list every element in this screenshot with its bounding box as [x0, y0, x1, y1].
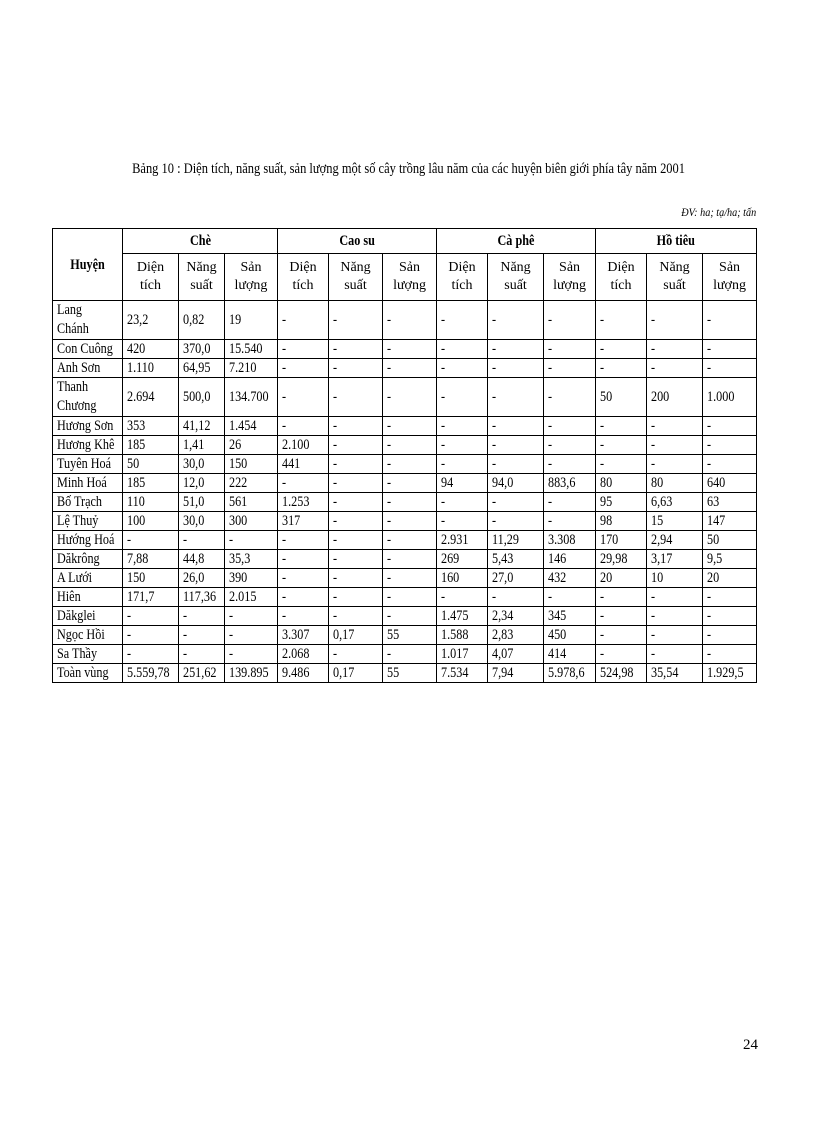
data-cell: - [488, 340, 544, 359]
district-name: Hướng Hoá [53, 531, 123, 550]
data-cell: - [329, 378, 383, 417]
data-cell: 561 [225, 493, 278, 512]
data-cell: - [383, 588, 437, 607]
data-cell: 200 [647, 378, 703, 417]
data-cell: 7,94 [488, 664, 544, 683]
data-cell: - [437, 359, 488, 378]
data-cell: 6,63 [647, 493, 703, 512]
data-cell: - [488, 417, 544, 436]
data-cell: - [329, 550, 383, 569]
data-cell: - [437, 512, 488, 531]
data-cell: 1.017 [437, 645, 488, 664]
data-cell: - [596, 455, 647, 474]
data-cell: 117,36 [179, 588, 225, 607]
data-cell: 7.210 [225, 359, 278, 378]
data-cell: - [596, 588, 647, 607]
district-name: Dăkglei [53, 607, 123, 626]
data-cell: 450 [544, 626, 596, 645]
data-cell: - [278, 359, 329, 378]
data-cell: - [383, 474, 437, 493]
data-cell: 55 [383, 626, 437, 645]
data-cell: - [437, 417, 488, 436]
data-cell: 51,0 [179, 493, 225, 512]
data-cell: 55 [383, 664, 437, 683]
data-cell: 26,0 [179, 569, 225, 588]
data-cell: - [647, 301, 703, 340]
group-header: Cà phê [437, 229, 596, 254]
sub-header: Năng suất [488, 254, 544, 301]
crop-table [52, 228, 757, 683]
data-cell: - [329, 569, 383, 588]
data-cell: - [703, 607, 757, 626]
data-cell: - [596, 626, 647, 645]
sub-header: Sản lượng [544, 254, 596, 301]
data-cell: 134.700 [225, 378, 278, 417]
data-cell: 5.559,78 [123, 664, 179, 683]
data-cell: 160 [437, 569, 488, 588]
district-name: Thanh Chương [53, 378, 123, 417]
data-cell: 2.100 [278, 436, 329, 455]
page-number: 24 [743, 1037, 758, 1053]
data-cell: 98 [596, 512, 647, 531]
data-cell: 5,43 [488, 550, 544, 569]
total-row [53, 664, 757, 683]
data-cell: 171,7 [123, 588, 179, 607]
data-cell: 0,17 [329, 664, 383, 683]
data-cell: - [278, 378, 329, 417]
sub-header: Sản lượng [703, 254, 757, 301]
data-cell: 30,0 [179, 512, 225, 531]
data-cell: 23,2 [123, 301, 179, 340]
district-name: Con Cuông [53, 340, 123, 359]
data-cell: - [647, 607, 703, 626]
data-cell: - [383, 550, 437, 569]
data-cell: 20 [703, 569, 757, 588]
unit-note: ĐV: ha; tạ/ha; tấn [681, 205, 756, 219]
data-cell: - [383, 531, 437, 550]
data-cell: 146 [544, 550, 596, 569]
data-cell: - [278, 550, 329, 569]
district-name: Bố Trạch [53, 493, 123, 512]
data-cell: 5.978,6 [544, 664, 596, 683]
data-cell: 9,5 [703, 550, 757, 569]
data-cell: - [703, 455, 757, 474]
sub-header: Diện tích [278, 254, 329, 301]
data-cell: 883,6 [544, 474, 596, 493]
data-cell: 2,34 [488, 607, 544, 626]
data-cell: - [278, 340, 329, 359]
sub-header: Diện tích [596, 254, 647, 301]
data-cell: - [544, 588, 596, 607]
data-cell: 1.929,5 [703, 664, 757, 683]
data-cell: - [329, 645, 383, 664]
data-cell: 15 [647, 512, 703, 531]
data-cell: 1.588 [437, 626, 488, 645]
data-cell: - [437, 340, 488, 359]
data-cell: - [329, 301, 383, 340]
district-name: Hương Sơn [53, 417, 123, 436]
data-cell: 170 [596, 531, 647, 550]
district-name: Lang Chánh [53, 301, 123, 340]
data-cell: 9.486 [278, 664, 329, 683]
data-cell: - [329, 455, 383, 474]
district-name: Minh Hoá [53, 474, 123, 493]
data-cell: 500,0 [179, 378, 225, 417]
data-cell: 35,54 [647, 664, 703, 683]
data-cell: 2.015 [225, 588, 278, 607]
table-row [53, 455, 757, 474]
data-cell: - [647, 340, 703, 359]
data-cell: - [329, 493, 383, 512]
data-cell: - [703, 340, 757, 359]
data-cell: 35,3 [225, 550, 278, 569]
data-cell: 222 [225, 474, 278, 493]
sub-header: Diện tích [437, 254, 488, 301]
data-cell: 1.110 [123, 359, 179, 378]
data-cell: 80 [596, 474, 647, 493]
data-cell: - [488, 512, 544, 531]
district-name: Toàn vùng [53, 664, 123, 683]
data-cell: - [544, 455, 596, 474]
table-row [53, 512, 757, 531]
data-cell: 0,17 [329, 626, 383, 645]
data-cell: - [329, 588, 383, 607]
data-cell: - [544, 417, 596, 436]
data-cell: - [179, 626, 225, 645]
district-name: A Lưới [53, 569, 123, 588]
data-cell: - [544, 378, 596, 417]
table-row [53, 474, 757, 493]
data-cell: - [329, 474, 383, 493]
data-cell: 1.454 [225, 417, 278, 436]
district-name: Tuyên Hoá [53, 455, 123, 474]
table-row [53, 626, 757, 645]
table-row [53, 569, 757, 588]
data-cell: 139.895 [225, 664, 278, 683]
district-name: Ngọc Hồi [53, 626, 123, 645]
data-cell: - [596, 301, 647, 340]
sub-header: Năng suất [179, 254, 225, 301]
data-cell: - [383, 493, 437, 512]
table-row [53, 531, 757, 550]
data-cell: - [437, 588, 488, 607]
data-cell: - [596, 436, 647, 455]
data-cell: - [383, 569, 437, 588]
data-cell: 29,98 [596, 550, 647, 569]
data-cell: - [329, 531, 383, 550]
data-cell: - [225, 607, 278, 626]
data-cell: - [647, 417, 703, 436]
data-cell: - [544, 493, 596, 512]
data-cell: - [383, 378, 437, 417]
data-cell: 1,41 [179, 436, 225, 455]
data-cell: - [437, 436, 488, 455]
data-cell: 185 [123, 436, 179, 455]
data-cell: - [383, 301, 437, 340]
data-cell: 150 [123, 569, 179, 588]
data-cell: - [123, 645, 179, 664]
data-cell: - [383, 512, 437, 531]
group-header: Hồ tiêu [596, 229, 757, 254]
data-cell: - [647, 645, 703, 664]
data-cell: 147 [703, 512, 757, 531]
data-cell: - [278, 474, 329, 493]
data-cell: 50 [703, 531, 757, 550]
data-cell: - [703, 645, 757, 664]
data-cell: - [488, 455, 544, 474]
data-cell: 3,17 [647, 550, 703, 569]
data-cell: - [123, 531, 179, 550]
data-cell: - [544, 436, 596, 455]
data-cell: - [703, 436, 757, 455]
data-cell: 4,07 [488, 645, 544, 664]
data-cell: - [179, 607, 225, 626]
data-cell: - [596, 607, 647, 626]
data-cell: - [383, 340, 437, 359]
data-cell: 19 [225, 301, 278, 340]
data-cell: - [383, 359, 437, 378]
table-row [53, 645, 757, 664]
data-cell: - [596, 645, 647, 664]
data-cell: - [647, 436, 703, 455]
data-cell: 432 [544, 569, 596, 588]
data-cell: - [329, 512, 383, 531]
district-name: Sa Thầy [53, 645, 123, 664]
data-cell: 50 [123, 455, 179, 474]
data-cell: 2.068 [278, 645, 329, 664]
data-cell: 12,0 [179, 474, 225, 493]
data-cell: - [703, 626, 757, 645]
data-cell: 94 [437, 474, 488, 493]
data-cell: 2.931 [437, 531, 488, 550]
data-cell: - [488, 588, 544, 607]
data-cell: 41,12 [179, 417, 225, 436]
data-cell: - [488, 493, 544, 512]
data-cell: - [329, 340, 383, 359]
data-cell: 15.540 [225, 340, 278, 359]
data-cell: - [437, 455, 488, 474]
data-cell: - [544, 512, 596, 531]
data-cell: 50 [596, 378, 647, 417]
data-cell: - [703, 588, 757, 607]
data-cell: 110 [123, 493, 179, 512]
district-name: Hương Khê [53, 436, 123, 455]
data-cell: 95 [596, 493, 647, 512]
data-cell: 1.475 [437, 607, 488, 626]
data-cell: - [329, 359, 383, 378]
data-cell: 420 [123, 340, 179, 359]
data-cell: - [123, 607, 179, 626]
data-cell: - [383, 645, 437, 664]
data-cell: 44,8 [179, 550, 225, 569]
data-cell: 64,95 [179, 359, 225, 378]
data-cell: 94,0 [488, 474, 544, 493]
group-header: Chè [123, 229, 278, 254]
group-header: Cao su [278, 229, 437, 254]
data-cell: 7.534 [437, 664, 488, 683]
data-cell: - [647, 359, 703, 378]
district-name: Anh Sơn [53, 359, 123, 378]
data-cell: 640 [703, 474, 757, 493]
data-cell: - [383, 607, 437, 626]
data-cell: 345 [544, 607, 596, 626]
data-cell: - [225, 531, 278, 550]
table-row [53, 493, 757, 512]
data-cell: 317 [278, 512, 329, 531]
data-cell: - [596, 340, 647, 359]
table-row [53, 340, 757, 359]
data-cell: 30,0 [179, 455, 225, 474]
data-cell: - [647, 455, 703, 474]
sub-header: Sản lượng [225, 254, 278, 301]
district-name: Hiên [53, 588, 123, 607]
data-cell: - [225, 645, 278, 664]
data-cell: - [647, 588, 703, 607]
data-cell: - [596, 359, 647, 378]
table-row [53, 436, 757, 455]
data-cell: - [703, 417, 757, 436]
district-name: Lệ Thuỷ [53, 512, 123, 531]
table-row [53, 417, 757, 436]
data-cell: - [437, 301, 488, 340]
data-cell: 150 [225, 455, 278, 474]
data-cell: 27,0 [488, 569, 544, 588]
data-cell: 10 [647, 569, 703, 588]
data-cell: 185 [123, 474, 179, 493]
data-cell: - [488, 301, 544, 340]
data-cell: 100 [123, 512, 179, 531]
table-row [53, 359, 757, 378]
data-cell: - [596, 417, 647, 436]
sub-header: Năng suất [329, 254, 383, 301]
data-cell: - [383, 436, 437, 455]
data-cell: 441 [278, 455, 329, 474]
data-cell: - [329, 417, 383, 436]
data-cell: - [703, 359, 757, 378]
sub-header: Diện tích [123, 254, 179, 301]
data-cell: - [123, 626, 179, 645]
data-cell: - [329, 607, 383, 626]
data-cell: - [278, 607, 329, 626]
data-cell: 353 [123, 417, 179, 436]
data-cell: 1.000 [703, 378, 757, 417]
data-cell: - [437, 493, 488, 512]
sub-header: Sản lượng [383, 254, 437, 301]
district-name: Dăkrông [53, 550, 123, 569]
data-cell: 414 [544, 645, 596, 664]
data-cell: - [544, 359, 596, 378]
data-cell: 1.253 [278, 493, 329, 512]
data-cell: 300 [225, 512, 278, 531]
data-cell: - [329, 436, 383, 455]
data-cell: 524,98 [596, 664, 647, 683]
data-cell: 63 [703, 493, 757, 512]
data-cell: - [488, 378, 544, 417]
data-cell: 20 [596, 569, 647, 588]
data-cell: 2,83 [488, 626, 544, 645]
data-cell: - [383, 417, 437, 436]
data-cell: - [383, 455, 437, 474]
data-cell: - [437, 378, 488, 417]
data-cell: - [703, 301, 757, 340]
data-cell: - [278, 417, 329, 436]
data-cell: - [544, 340, 596, 359]
data-cell: - [278, 588, 329, 607]
table-row [53, 607, 757, 626]
data-cell: - [278, 301, 329, 340]
data-cell: - [278, 569, 329, 588]
data-cell: 26 [225, 436, 278, 455]
data-cell: 390 [225, 569, 278, 588]
data-cell: - [647, 626, 703, 645]
data-cell: - [225, 626, 278, 645]
data-cell: - [544, 301, 596, 340]
data-cell: 7,88 [123, 550, 179, 569]
data-cell: 11,29 [488, 531, 544, 550]
data-cell: 251,62 [179, 664, 225, 683]
data-cell: - [179, 645, 225, 664]
data-cell: 3.307 [278, 626, 329, 645]
sub-header: Năng suất [647, 254, 703, 301]
data-cell: - [488, 359, 544, 378]
data-cell: 0,82 [179, 301, 225, 340]
data-cell: 80 [647, 474, 703, 493]
data-cell: - [278, 531, 329, 550]
table-title: Bảng 10 : Diện tích, năng suất, sản lượng một số cây trồng lâu năm của các huyện biên giới phía tây năm 2001 [132, 161, 686, 177]
data-cell: - [488, 436, 544, 455]
data-cell: 2.694 [123, 378, 179, 417]
data-cell: 2,94 [647, 531, 703, 550]
table-row [53, 378, 757, 417]
table-row [53, 301, 757, 340]
data-cell: 3.308 [544, 531, 596, 550]
data-cell: 269 [437, 550, 488, 569]
data-cell: - [179, 531, 225, 550]
table-row [53, 588, 757, 607]
table-row [53, 550, 757, 569]
row-header: Huyện [53, 229, 123, 301]
data-cell: 370,0 [179, 340, 225, 359]
